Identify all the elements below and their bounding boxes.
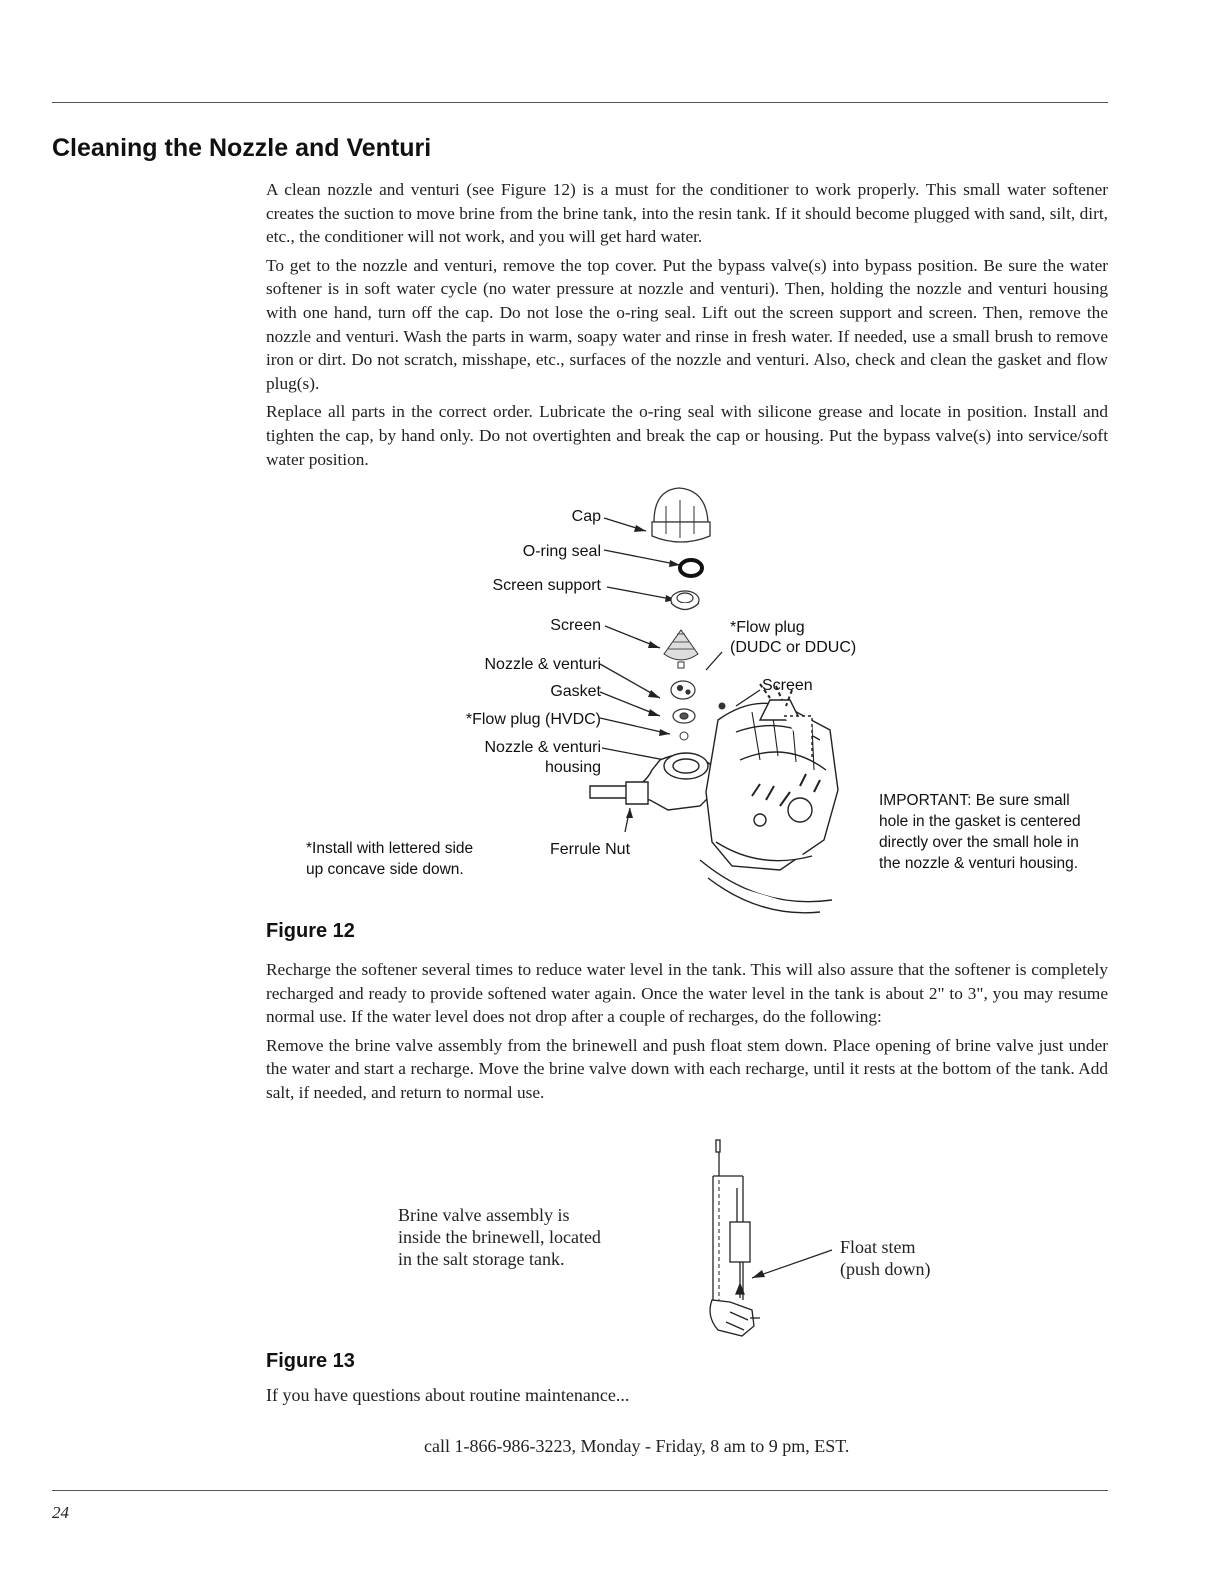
- paragraph: To get to the nozzle and venturi, remove the top cover. Put the bypass valve(s) into bypass position. Be sure the water softener is in soft water cycle (no water pressure at nozzle and venturi). Then, holding the nozzle and venturi housing with one hand, turn off the cap. Do not lose the o-ring seal. Lift out the screen support and screen. Then, remove the nozzle and venturi. Wash the parts in warm, soapy water and rinse in fresh water. If needed, use a small brush to remove iron or dirt. Do not scratch, misshape, etc., surfaces of the nozzle and venturi. Also, check and clean the gasket and flow plug(s).: [266, 255, 1108, 393]
- section-title: Cleaning the Nozzle and Venturi: [52, 134, 432, 162]
- label-o-ring-seal: O-ring seal: [522, 543, 601, 560]
- label-flow-plug-dudc-line2: (DUDC or DDUC): [730, 639, 857, 656]
- install-note-line2: up concave side down.: [306, 861, 464, 878]
- label-gasket: Gasket: [550, 683, 601, 700]
- paragraph: Recharge the softener several times to reduce water level in the tank. This will also assure that the softener is completely recharged and ready to provide softened water again. Once the water level in the tank is about 2" to 3", you may resume normal use. If the water level does not drop after a couple of recharges, do the following:: [266, 960, 1108, 1027]
- contact-line: call 1-866-986-3223, Monday - Friday, 8 am to 9 pm, EST.: [424, 1436, 850, 1456]
- figure-13-caption: Figure 13: [266, 1350, 355, 1372]
- label-nozzle-venturi: Nozzle & venturi: [484, 656, 601, 673]
- label-flow-plug-dudc-line1: *Flow plug: [730, 619, 805, 636]
- label-housing-line2: housing: [544, 759, 601, 776]
- label-screen: Screen: [550, 617, 601, 634]
- install-note-line1: *Install with lettered side: [306, 840, 474, 857]
- paragraph: Replace all parts in the correct order. Lubricate the o-ring seal with silicone grease and locate in position. Install and tighten the cap, by hand only. Do not overtighten and break the cap or housing. Put the bypass valve(s) into service/soft water position.: [266, 402, 1108, 469]
- label-screen-right: Screen: [762, 677, 813, 694]
- label-cap: Cap: [571, 508, 601, 525]
- important-note: IMPORTANT: Be sure small hole in the gasket is centered directly over the small hole in the nozzle & venturi housing.: [879, 792, 1081, 872]
- brine-note-line2: inside the brinewell, located: [398, 1227, 601, 1247]
- paragraph: Remove the brine valve assembly from the brinewell and push float stem down. Place opening of brine valve just under the water and start a recharge. Move the brine valve down with each recharge, until it rests at the bottom of the tank. Add salt, if needed, and return to normal use.: [266, 1035, 1108, 1102]
- page-number: 24: [52, 1503, 69, 1522]
- brine-valve-note: [398, 1204, 601, 1270]
- float-stem-line2: (push down): [840, 1259, 931, 1279]
- label-screen-support: Screen support: [492, 577, 601, 594]
- label-ferrule-nut: Ferrule Nut: [550, 841, 631, 858]
- brine-note-line1: Brine valve assembly is: [398, 1205, 570, 1225]
- paragraph: A clean nozzle and venturi (see Figure 12) is a must for the conditioner to work properly. This small water softener creates the suction to move brine from the brine tank, into the resin tank. If it should become plugged with sand, silt, dirt, etc., the conditioner will not work, and you will get hard water.: [266, 180, 1108, 247]
- questions-text: If you have questions about routine maintenance...: [266, 1385, 630, 1405]
- label-housing-line1: Nozzle & venturi: [484, 739, 601, 756]
- brine-note-line3: in the salt storage tank.: [398, 1249, 565, 1269]
- label-flow-plug-hvdc: *Flow plug (HVDC): [465, 711, 601, 728]
- figure-12-caption: Figure 12: [266, 920, 355, 942]
- float-stem-label: [840, 1236, 931, 1280]
- bottom-rule: [52, 1490, 1108, 1491]
- float-stem-line1: Float stem: [840, 1237, 916, 1257]
